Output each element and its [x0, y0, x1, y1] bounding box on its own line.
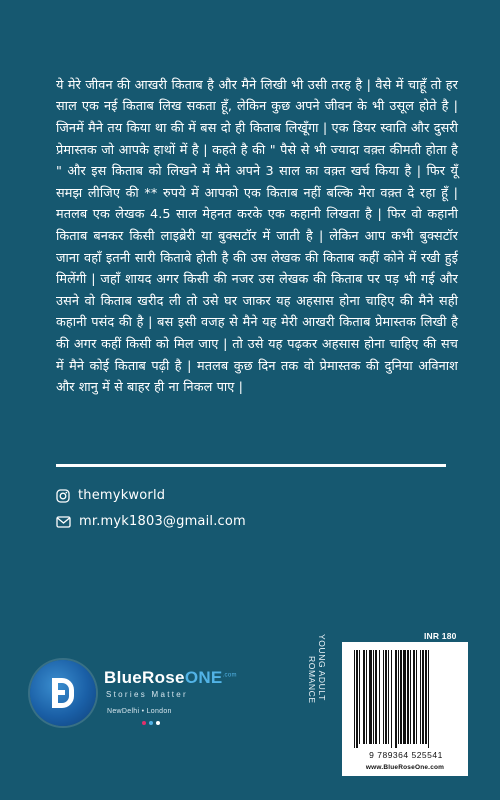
social-dot-icon — [142, 721, 146, 725]
genre-line-2: ROMANCE — [307, 656, 317, 704]
email-icon — [56, 515, 71, 529]
email-contact — [56, 514, 246, 529]
social-dot-icon — [156, 721, 160, 725]
publisher-locations: NewDelhi • London — [107, 708, 172, 715]
publisher-tagline: Stories Matter — [106, 690, 188, 699]
instagram-handle: themykworld — [78, 488, 166, 503]
bluerose-logo-icon — [30, 660, 96, 726]
instagram-icon — [56, 489, 70, 503]
social-dot-icon — [149, 721, 153, 725]
blurb-text: ये मेरे जीवन की आखरी किताब है और मैने लिखी भी उसी तरह है | वैसे में चाहूँ तो हर साल एक नई किताब लिख सकता हूँ, लेकिन कुछ अपने जीवन के भी उसूल होते है | जिनमें मैने तय किया था की में बस दो ही किताब लिखूँगा | एक डियर स्वाति और दुसरी प्रेमास्तक जो आपके हाथों में है | कहते है की " पैसे से भी ज्यादा वक़्त कीमती होता है " और इस किताब को लिखने में मैने अपने 3 साल का वक़्त खर्च किया है | फिर यूँ समझ लीजिए की ** रुपये में आपको एक किताब नहीं बल्कि मेरा वक़्त दे रहा हूँ | मतलब एक लेखक 4.5 साल मेहनत करके एक कहानी लिखता है | फिर वो कहानी किताब बनकर किसी लाइब्रेरी या बुक्सटॉर में जाती है | लेकिन आप कभी बुक्सटॉर जाना वहाँ इतनी सारी किताबे होती है की उस लेखक की किताब कहीं कोने में रखी हुई मिलेंगी | जहाँ शायद अगर किसी की नजर उस लेखक की किताब पर पड़ भी गई और उसने वो किताब खरीद ली तो उसे घर जाकर यह अहसास होना चाहिए की मैने सही कहानी पसंद की है | बस इसी वजह से मैने यह मेरी आखरी किताब प्रेमास्तक लिखी है की अगर कहीं किसी को मिल जाए | तो उसे यह पढ़कर अहसास होना चाहिए की सच में मैने कोई किताब पढ़ी है | मतलब कुछ दिन तक वो प्रेमास्तक की दुनिया अविनाश और शानु में से बाहर ही ना निकल पाए | — [56, 77, 458, 396]
barcode-block — [342, 642, 468, 776]
genre-label — [303, 634, 335, 794]
publisher-name-main: BlueRose — [104, 668, 185, 687]
isbn-number: 9 789364 525541 — [369, 750, 443, 760]
publisher-name-accent: ONE — [184, 668, 223, 687]
instagram-contact — [56, 488, 165, 503]
publisher-website: www.BlueRoseOne.com — [365, 764, 445, 771]
publisher-social-icons — [142, 721, 160, 725]
publisher-name — [104, 668, 237, 688]
email-address: mr.myk1803@gmail.com — [79, 514, 246, 529]
barcode — [352, 650, 458, 750]
publisher-logo — [30, 650, 237, 750]
genre-line-1: YOUNG ADULT — [317, 634, 327, 701]
publisher-name-suffix: .com — [222, 672, 237, 679]
divider-line — [56, 464, 446, 467]
price-label: INR 180 — [424, 631, 457, 641]
